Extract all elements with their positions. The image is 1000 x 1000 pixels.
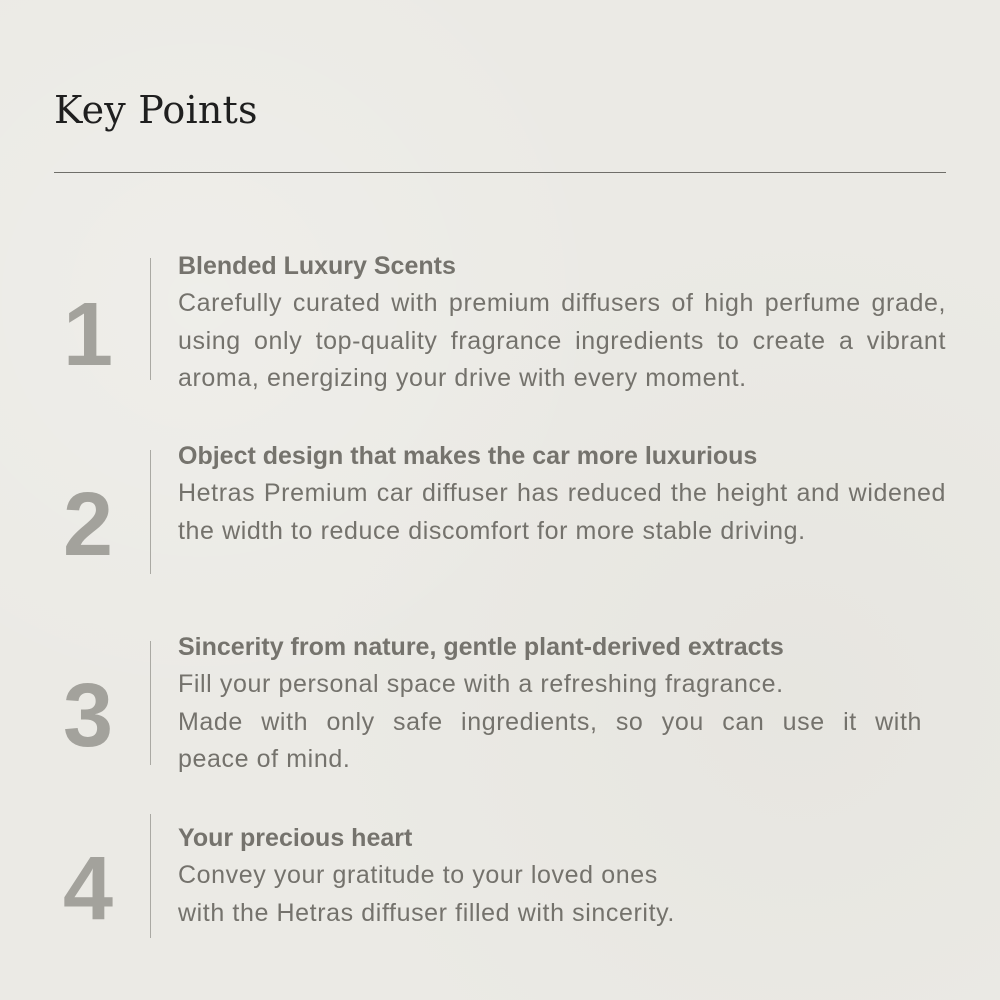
point-body	[178, 820, 946, 932]
point-heading: Object design that makes the car more luxurious	[178, 442, 758, 470]
point-heading: Your precious heart	[178, 824, 413, 852]
description-line: Made with only safe ingredients, so you can use it with	[178, 707, 922, 736]
point-number: 1	[62, 285, 114, 385]
point-description: Carefully curated with premium diffusers of high perfume grade, using only top-quality fragrance ingredients to create a vibrant aroma, energizing your drive with every moment.	[178, 289, 946, 392]
description-line: with the Hetras diffuser filled with sincerity.	[178, 898, 675, 927]
description-line: peace of mind.	[178, 745, 351, 773]
point-description: Hetras Premium car diffuser has reduced the height and widened the width to reduce discomfort for more stable driving.	[178, 479, 946, 545]
point-body	[178, 629, 946, 779]
point-heading: Blended Luxury Scents	[178, 252, 456, 280]
point-divider	[150, 258, 151, 380]
point-body	[178, 438, 946, 550]
point-divider	[150, 814, 151, 938]
point-heading: Sincerity from nature, gentle plant-derived extracts	[178, 633, 784, 661]
point-body	[178, 248, 946, 398]
title-divider	[54, 172, 946, 173]
point-number: 3	[62, 666, 114, 766]
point-number: 4	[62, 839, 114, 939]
description-line: Convey your gratitude to your loved ones	[178, 861, 658, 889]
page-title: Key Points	[54, 88, 258, 132]
point-description	[178, 666, 946, 779]
description-line: Fill your personal space with a refreshing fragrance.	[178, 670, 784, 698]
point-divider	[150, 450, 151, 574]
point-description	[178, 857, 946, 932]
point-number: 2	[62, 475, 114, 575]
point-divider	[150, 641, 151, 765]
